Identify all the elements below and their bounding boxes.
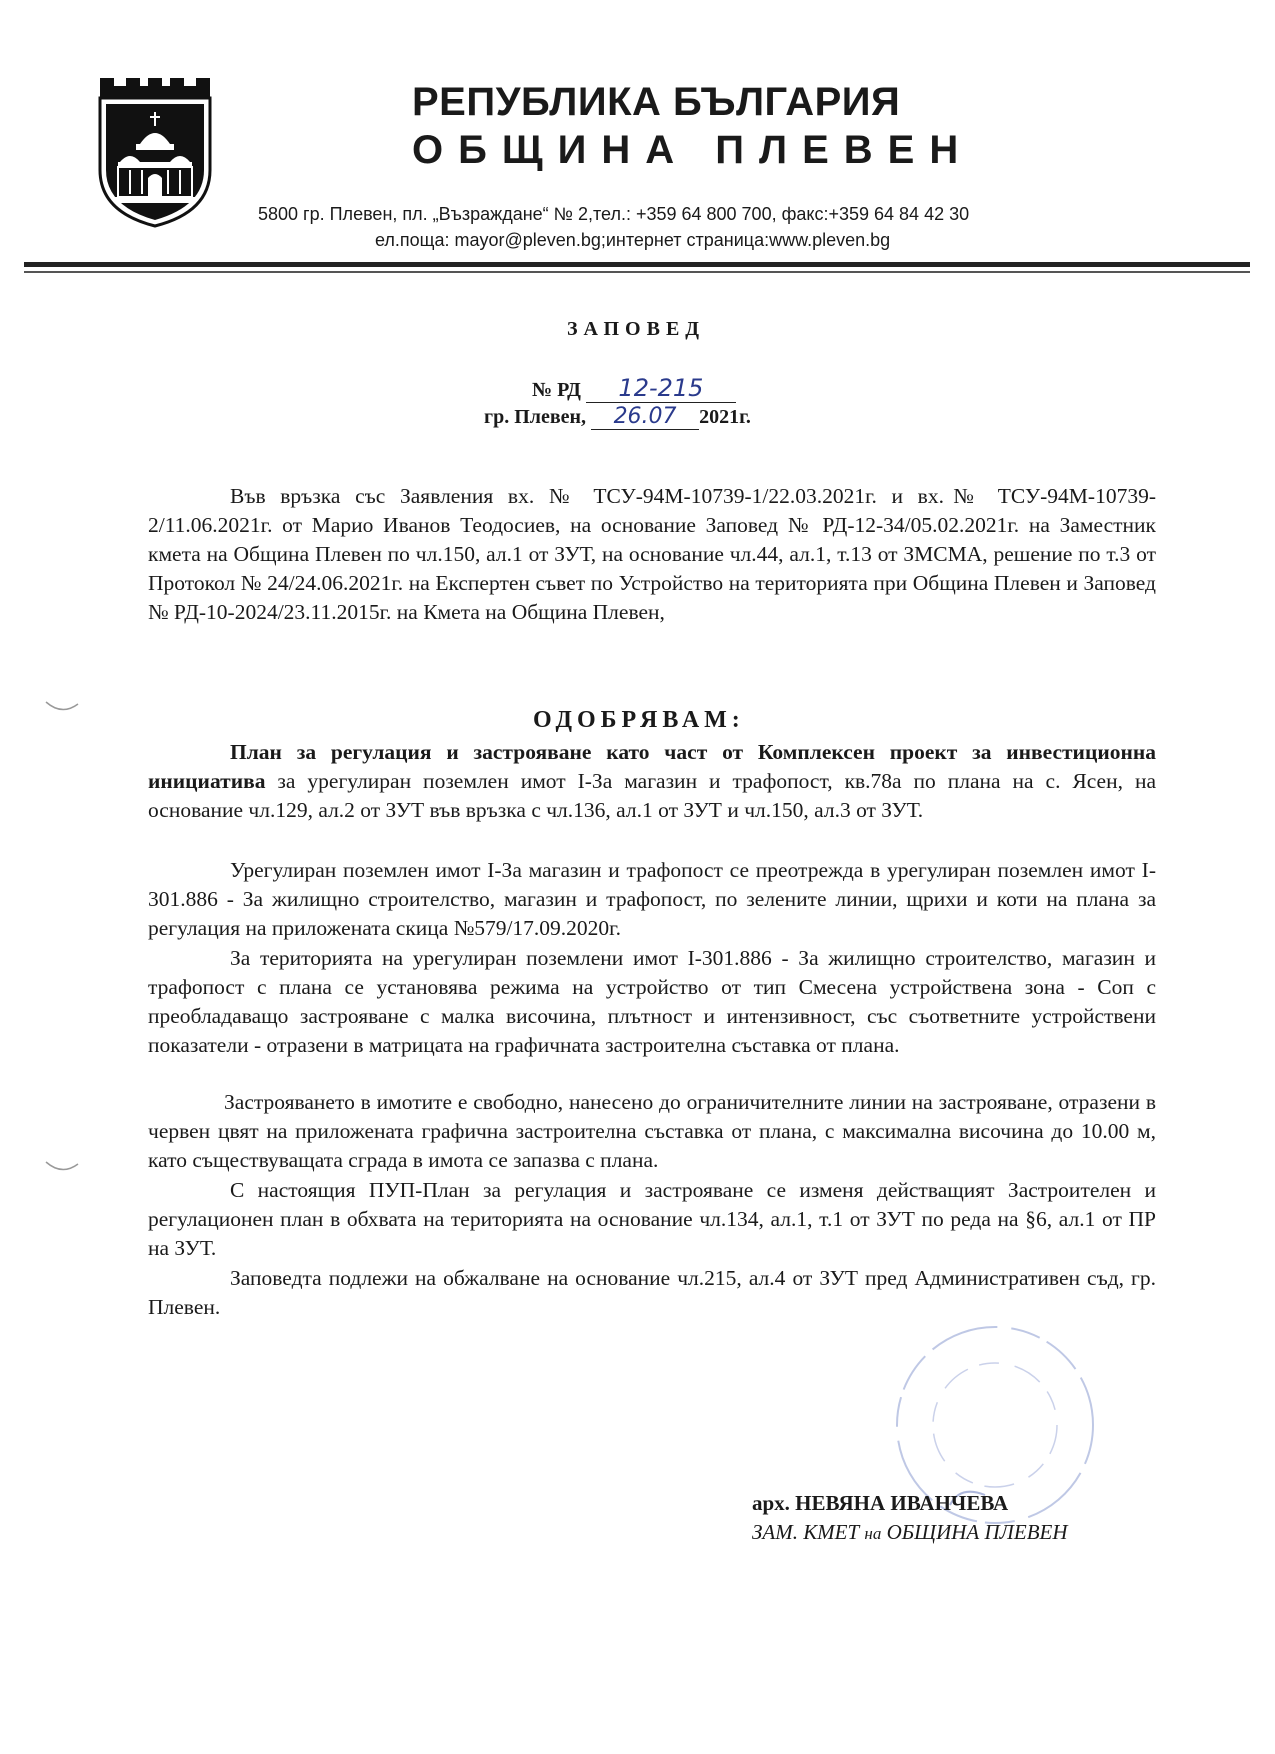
- order-number-prefix: № РД: [532, 379, 581, 401]
- header-contacts: ел.поща: mayor@pleven.bg;интернет страница:www.pleven.bg: [375, 230, 891, 250]
- header-address: 5800 гр. Плевен, пл. „Възраждане“ № 2,тел.: +359 64 800 700, факс:+359 64 84 42 30: [258, 204, 970, 224]
- paragraph-construction: Застрояването в имотите е свободно, нанесено до ограничителните линии на застрояване, отразени в червен цвят на приложената графична застроителна съставка от плана, с максимална височина до 10.00 м, като съществуващата сграда в имота се запазва с плана.: [148, 1090, 1156, 1172]
- paragraph-appeal: Заповедта подлежи на обжалване на основание чл.215, ал.4 от ЗУТ пред Административен съд, гр. Плевен.: [148, 1266, 1156, 1319]
- header-divider: [24, 262, 1250, 267]
- order-year: 2021г.: [699, 406, 751, 428]
- signatory-title-a: ЗАМ. КМЕТ: [752, 1520, 865, 1544]
- pleven-coat-of-arms-icon: [96, 74, 214, 230]
- signatory-title-b: на: [864, 1524, 882, 1543]
- scan-punch-mark-icon: [44, 1160, 80, 1174]
- handwritten-date: 26.07: [591, 404, 699, 430]
- header-divider-thin: [24, 271, 1250, 273]
- country-title: РЕПУБЛИКА БЪЛГАРИЯ: [412, 80, 901, 124]
- order-place: гр. Плевен,: [484, 406, 587, 428]
- paragraph-zoning: За територията на урегулиран поземлени имот I-301.886 - За жилищно строителство, магазин и трафопост с плана се установява режима на устройство от тип Смесена устройствена зона - Соп с преобладаващо застрояване с малка височина, плътност и интензивност, със съответните устройствени показатели - отразени в матрицата на графичната застроителна съставка от плана.: [148, 946, 1156, 1057]
- intro-paragraph: Във връзка със Заявления вх. № ТСУ-94М-10739-1/22.03.2021г. и вх.№ ТСУ-94М-10739-2/11.06.2021г. от Марио Иванов Теодосиев, на основание Заповед № РД-12-34/05.02.2021г. на Заместник кмета на Община Плевен по чл.150, ал.1 от ЗУТ, на основание чл.44, ал.1, т.13 от ЗМСМА, решение по т.3 от Протокол № 24/24.06.2021г. на Експертен съвет по Устройство на територията при Община Плевен и Заповед № РД-10-2024/23.11.2015г. на Кмета на Община Плевен,: [148, 484, 1156, 624]
- handwritten-order-number: 12-215: [586, 374, 736, 403]
- scan-punch-mark-icon: [44, 700, 80, 714]
- approve-heading: ОДОБРЯВАМ:: [533, 707, 745, 733]
- order-number: [532, 374, 736, 403]
- paragraph-amendment: С настоящия ПУП-План за регулация и застрояване се изменя действащият Застроителен и регулационен план в обхвата на територията на основание чл.134, ал.1, т.1 от ЗУТ по реда на §6, ал.1 от ПР на ЗУТ.: [148, 1178, 1156, 1260]
- paragraph-plan: [148, 738, 1156, 825]
- signatory-title: [752, 1520, 1068, 1545]
- signatory-name: арх. НЕВЯНА ИВАНЧЕВА: [752, 1491, 1009, 1515]
- signatory-title-c: ОБЩИНА ПЛЕВЕН: [881, 1520, 1068, 1544]
- order-place-date: [484, 404, 751, 430]
- paragraph-reassignment: Урегулиран поземлен имот I-За магазин и трафопост се преотрежда в урегулиран поземлен имот I-301.886 - За жилищно строителство, магазин и трафопост, по зелените линии, щрихи и коти на плана за регулация на приложената скица №579/17.09.2020г.: [148, 858, 1156, 940]
- order-title: ЗАПОВЕД: [567, 318, 706, 340]
- plan-details: за урегулиран поземлен имот I-За магазин и трафопост, кв.78а по плана на с. Ясен, на основание чл.129, ал.2 от ЗУТ във връзка с чл.136, ал.1 от ЗУТ и чл.150, ал.3 от ЗУТ.: [148, 769, 1156, 822]
- municipality-title: ОБЩИНА ПЛЕВЕН: [412, 128, 974, 172]
- plan-title-bold: План за регулация и застрояване като част от Комплексен проект за инвестиционна инициатива: [148, 740, 1156, 793]
